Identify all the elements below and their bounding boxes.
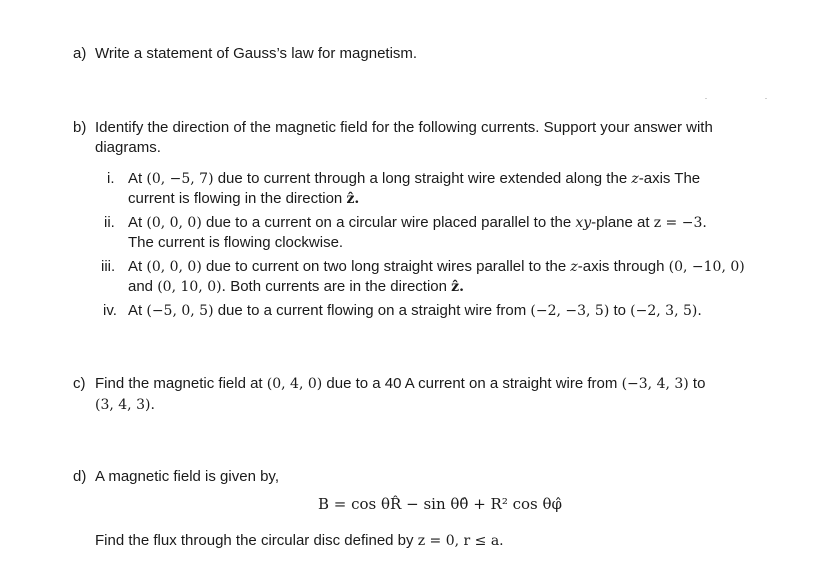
part-c-line2: [95, 394, 155, 416]
scan-speck: [705, 98, 707, 99]
item-iv-line1: [128, 300, 702, 322]
text: At: [128, 214, 143, 231]
text: -axis through: [577, 258, 665, 275]
math-point: (−2, −3, 5): [530, 303, 610, 319]
field-equation: B = cos θR̂ − sin θθ̂ + R² cos θφ̂: [318, 495, 563, 513]
math-point: (0, 4, 0): [266, 376, 323, 392]
math-expression: z = −3.: [653, 215, 707, 231]
part-c-label: c): [73, 375, 86, 392]
text: to: [692, 375, 706, 392]
item-iii-line2: [128, 276, 464, 298]
item-ii-line2: The current is flowing clockwise.: [128, 234, 344, 251]
text: due to a current on a circular wire placed parallel to the: [205, 214, 572, 231]
math-point: (−5, 0, 5): [146, 303, 214, 319]
math-expression: z = 0, r ≤ a.: [417, 533, 504, 549]
part-a-label: a): [73, 45, 87, 62]
text: and: [128, 278, 154, 295]
math-point: (−2, 3, 5).: [630, 303, 702, 319]
text: due to a current flowing on a straight wire from: [217, 302, 527, 319]
text: current is flowing in the direction: [128, 190, 343, 207]
math-var: z: [631, 171, 639, 187]
item-iii-line1: [128, 256, 745, 278]
math-point: (0, −10, 0): [668, 259, 745, 275]
text: to: [613, 302, 626, 319]
text: At: [128, 170, 143, 187]
text: due to a 40 A current on a straight wire from: [326, 375, 618, 392]
math-var: xy: [575, 215, 592, 231]
item-iv-label: iv.: [103, 302, 117, 319]
item-i-line1: [128, 168, 700, 190]
part-b-text-line2: diagrams.: [95, 139, 161, 156]
math-var: z: [570, 259, 578, 275]
part-a-text: Write a statement of Gauss’s law for magnetism.: [95, 45, 418, 62]
text: At: [128, 258, 143, 275]
text: -axis The: [638, 170, 701, 187]
part-d-label: d): [73, 468, 87, 485]
part-d-find-line: [95, 530, 504, 552]
math-unit-vector: ẑ.: [451, 279, 464, 295]
item-i-label: i.: [107, 170, 115, 187]
text: Find the flux through the circular disc defined by: [95, 532, 414, 549]
text: At: [128, 302, 143, 319]
math-point: (0, 10, 0).: [157, 279, 227, 295]
text: due to current on two long straight wires parallel to the: [205, 258, 567, 275]
math-point: (0, 0, 0): [146, 215, 202, 231]
math-point: (0, 0, 0): [146, 259, 202, 275]
item-iii-label: iii.: [101, 258, 116, 275]
text: -plane at: [591, 214, 650, 231]
scan-speck: [765, 98, 767, 99]
part-b-label: b): [73, 119, 87, 136]
item-i-line2: [128, 188, 359, 210]
text: Both currents are in the direction: [230, 278, 447, 295]
part-b-text-line1: Identify the direction of the magnetic field for the following currents. Support your answer with: [95, 119, 713, 136]
math-point: (0, −5, 7): [146, 171, 214, 187]
math-point: (−3, 4, 3): [621, 376, 689, 392]
math-point: (3, 4, 3).: [95, 397, 155, 413]
part-c-line1: [95, 373, 705, 395]
item-ii-line1: [128, 212, 707, 234]
part-d-text: A magnetic field is given by,: [95, 468, 279, 485]
item-ii-label: ii.: [104, 214, 115, 231]
text: due to current through a long straight wire extended along the: [217, 170, 628, 187]
math-unit-vector: ẑ.: [346, 191, 360, 207]
text: Find the magnetic field at: [95, 375, 263, 392]
